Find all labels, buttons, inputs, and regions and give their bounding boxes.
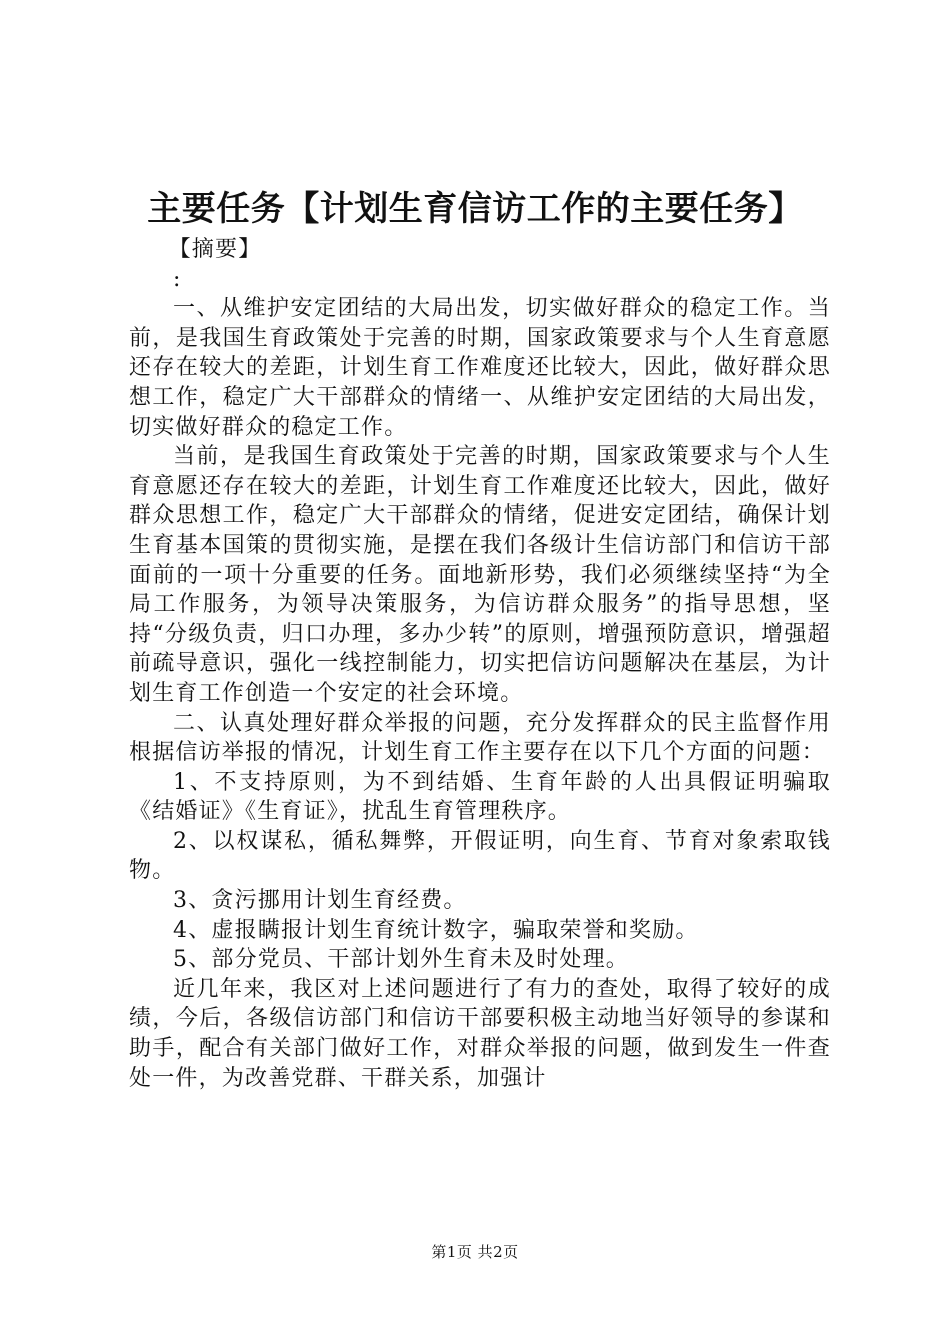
page-footer: 第1页 共2页 <box>431 1243 519 1261</box>
paragraph-3: 二、认真处理好群众举报的问题，充分发挥群众的民主监督作用根据信访举报的情况，计划生育工作主要存在以下几个方面的问题： <box>129 710 831 766</box>
list-item-5: 5、部分党员、干部计划外生育未及时处理。 <box>173 947 629 973</box>
list-item-3: 3、贪污挪用计划生育经费。 <box>173 888 467 914</box>
list-item-1: 1、不支持原则，为不到结婚、生育年龄的人出具假证明骗取《结婚证》《生育证》，扰乱生育管理秩序。 <box>129 769 831 825</box>
abstract-colon: : <box>173 266 182 292</box>
abstract-label: 【摘要】 <box>168 237 262 262</box>
list-item-4: 4、虚报瞒报计划生育统计数字，骗取荣誉和奖励。 <box>173 917 699 943</box>
document-title: 主要任务【计划生育信访工作的主要任务】 <box>147 189 803 229</box>
paragraph-4: 近几年来，我区对上述问题进行了有力的查处，取得了较好的成绩，今后，各级信访部门和信访干部要积极主动地当好领导的参谋和助手，配合有关部门做好工作，对群众举报的问题，做到发生一件查处一件，为改善党群、干群关系，加强计 <box>129 976 831 1091</box>
list-item-2: 2、以权谋私，循私舞弊，开假证明，向生育、节育对象索取钱物。 <box>129 828 831 884</box>
paragraph-2: 当前，是我国生育政策处于完善的时期，国家政策要求与个人生育意愿还存在较大的差距，计划生育工作难度还比较大，因此，做好群众思想工作，稳定广大干部群众的情绪，促进安定团结，确保计划生育基本国策的贯彻实施，是摆在我们各级计生信访部门和信访干部面前的一项十分重要的任务。面地新形势，我们必须继续坚持“为全局工作服务，为领导决策服务，为信访群众服务”的指导思想，坚持“分级负责，归口办理，多办少转”的原则，增强预防意识，增强超前疏导意识，强化一线控制能力，切实把信访问题解决在基层，为计划生育工作创造一个安定的社会环境。 <box>129 444 831 706</box>
document-body <box>129 235 831 1093</box>
paragraph-1: 一、从维护安定团结的大局出发，切实做好群众的稳定工作。当前，是我国生育政策处于完善的时期，国家政策要求与个人生育意愿还存在较大的差距，计划生育工作难度还比较大，因此，做好群众思想工作，稳定广大干部群众的情绪一、从维护安定团结的大局出发，切实做好群众的稳定工作。 <box>129 296 831 440</box>
